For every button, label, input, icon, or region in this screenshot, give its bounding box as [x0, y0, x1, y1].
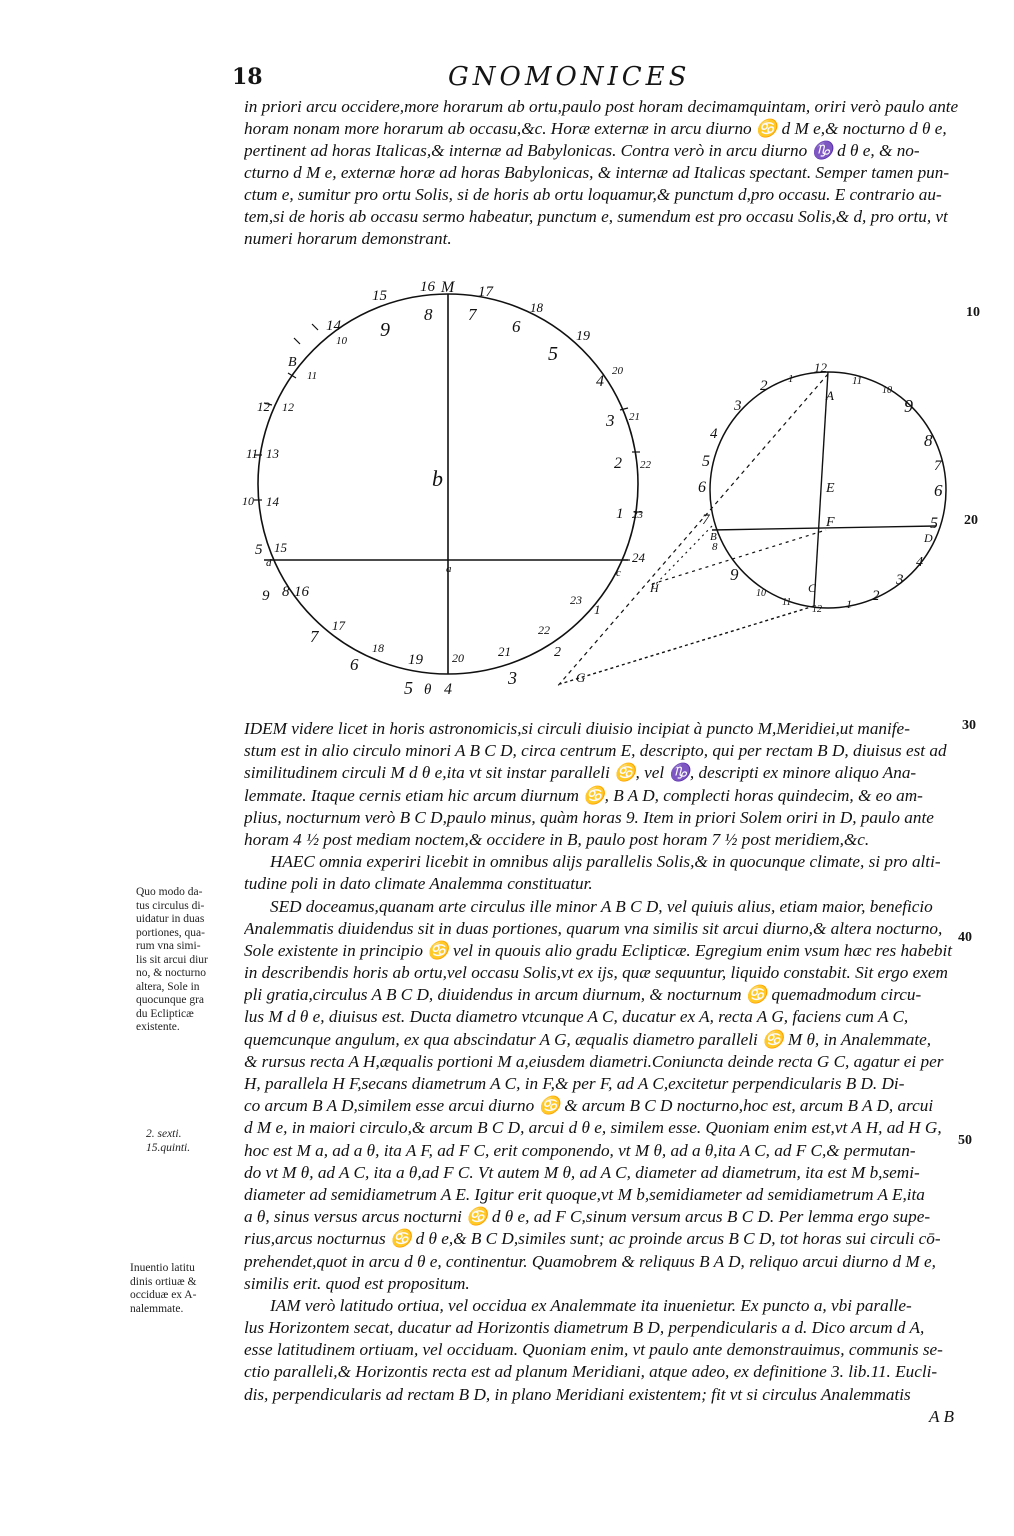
fig-label: C — [808, 581, 817, 595]
text-line: in describendis horis ab ortu,vel occasu Solis,vt ex ijs, quæ sequuntur, liquido constabit. Sit ergo exem — [244, 963, 948, 983]
note-line: existente. — [136, 1021, 180, 1033]
fig-label: 4 — [444, 681, 452, 698]
note-line: quocunque gra — [136, 994, 205, 1006]
margin-note-3 — [130, 1262, 196, 1316]
fig-label: B — [288, 355, 297, 370]
fig-label: d — [266, 557, 272, 569]
fig-label: 11 — [852, 375, 863, 387]
text-line: a θ, sinus versus arcus nocturni ♋ d θ e, ad F C,sinum versum arcus B C D. Per lemma ergo supe- — [244, 1207, 931, 1227]
text-line: IAM verò latitudo ortiua, vel occidua ex Analemmate ita inuenietur. Ex puncto a, vbi paralle- — [270, 1295, 912, 1315]
fig-label: 2 — [614, 455, 622, 472]
fig-label: 11 — [246, 446, 259, 461]
fig-label: 5 — [548, 343, 558, 365]
fig-label: 7 — [702, 512, 710, 528]
fig-label: 6 — [350, 655, 359, 674]
fig-label: G — [576, 670, 586, 685]
fig-label: 24 — [632, 550, 645, 565]
line-hf — [652, 530, 826, 584]
fig-label: 8 — [282, 584, 290, 600]
note-line: no, & nocturno — [136, 967, 206, 979]
fig-label: 15 — [372, 288, 387, 304]
note-line: portiones, qua- — [136, 926, 205, 939]
text-line: stum est in alio circulo minori A B C D, circa centrum E, descripto, qui per rectam B D, diuisus est ad — [244, 741, 947, 761]
fig-label: 10 — [882, 385, 892, 396]
fig-label: a — [446, 563, 452, 575]
text-line: lus Horizontem secat, ducatur ad Horizontis diametrum B D, perpendicularis a d. Dico arcum d A, — [244, 1318, 925, 1338]
fig-label: 6 — [934, 481, 943, 500]
catchword: A B — [929, 1406, 954, 1426]
margin-note-1 — [136, 886, 208, 1035]
fig-label: 2 — [872, 588, 880, 604]
fig-label: E — [826, 481, 835, 496]
text-line: ctum e, sumitur pro ortu Solis, si de horis ab ortu loquamur,& punctum d,pro occasu. E contrario au- — [244, 185, 942, 204]
text-line: quemcunque angulum, ex qua abscindatur A G, æqualis diametro paralleli ♋ M θ, in Analemmate, — [244, 1029, 932, 1049]
note-line: tus circulus di- — [136, 899, 205, 912]
fig-label: 18 — [530, 300, 543, 315]
text-line: lemmate. Itaque cernis etiam hic arcum diurnum ♋, B A D, complecti horas quindecim, & eo am- — [244, 785, 923, 805]
fig-label: M — [441, 279, 455, 296]
line-bh — [652, 526, 712, 588]
fig-label: 12 — [814, 360, 827, 375]
fig-label: F — [826, 515, 835, 530]
fig-label: 1 — [594, 602, 601, 617]
fig-label: 9 — [904, 396, 913, 416]
note-line: du Eclipticæ — [136, 1007, 194, 1020]
fig-label: 8 — [424, 305, 433, 324]
fig-label: 13 — [266, 446, 279, 461]
fig-label: 1 — [616, 506, 624, 522]
note-line: Inuentio latitu — [130, 1262, 195, 1274]
note-line: Quo modo da- — [136, 886, 203, 898]
text-line: H, parallela H F,secans diametrum A C, in F,& per F, ad A C,excitetur perpendicularis B D. Di- — [244, 1074, 905, 1093]
text-line: lus M d θ e, diuisus est. Ducta diametro vtcunque A C, ducatur ex A, recta A G, faciens cum A C, — [244, 1007, 909, 1027]
note-line: dinis ortiuæ & — [130, 1275, 197, 1288]
text-line: dis, perpendicularis ad rectam B D, in plano Meridiani existentem; fit vt si circulus Analemmatis — [244, 1384, 911, 1404]
fig-label: 10 — [336, 335, 347, 347]
fig-label: c — [616, 567, 621, 579]
fig-label: 10 — [756, 588, 766, 599]
line-number: 40 — [958, 930, 972, 945]
running-title: GNOMONICES — [448, 62, 691, 92]
line-number: 10 — [966, 305, 980, 320]
text-line: prehendet,quot in arcu d θ e, continentur. Quamobrem & reliquus B A D, reliquo arcui diurno d M e, — [244, 1251, 936, 1271]
text-line: diameter ad semidiametrum A E. Igitur erit quoque,vt M b,semidiameter ad semidiametrum A E,ita — [244, 1184, 925, 1204]
text-line: similis erit. quod est propositum. — [244, 1273, 470, 1293]
text-line: ctio paralleli,& Horizontis recta est ad planum Meridiani, atque adeo, ex definitione 3. lib.11. Eucli- — [244, 1362, 938, 1382]
note-line: nalemmate. — [130, 1302, 184, 1315]
fig-label: 7 — [934, 458, 942, 474]
line-number: 20 — [964, 513, 978, 528]
margin-note-2 — [146, 1128, 190, 1155]
fig-label: 17 — [478, 284, 493, 300]
line-gc — [560, 606, 814, 684]
fig-label: 22 — [640, 459, 651, 471]
text-line: pli gratia,circulus A B C D, diuidendus in arcum diurnum, & nocturnum ♋ quemadmodum circu- — [244, 985, 922, 1005]
text-line: pertinent ad horas Italicas,& internæ ad Babylonicas. Contra verò in arcu diurno ♑ d θ e, & no- — [244, 141, 920, 160]
fig-label: 21 — [498, 644, 511, 659]
text-line: HAEC omnia experiri licebit in omnibus alijs parallelis Solis,& in quocunque climate, si pro alti- — [270, 852, 941, 872]
fig-label: 12 — [257, 399, 270, 414]
fig-label: 12 — [282, 400, 294, 414]
note-line: altera, Sole in — [136, 980, 200, 993]
fig-label: 12 — [812, 604, 822, 615]
fig-label: 1 — [788, 373, 794, 385]
fig-label: 9 — [262, 588, 270, 604]
text-line: Sole existente in principio ♋ vel in quouis alio gradu Eclipticæ. Egregium enim vsum hæc res habebit — [244, 940, 952, 960]
fig-label: 17 — [332, 618, 345, 633]
line-ag — [556, 374, 828, 688]
analemma-diagram — [0, 0, 1014, 720]
fig-label: 5 — [930, 515, 938, 532]
fig-label: 23 — [570, 593, 582, 607]
fig-label: 11 — [782, 597, 792, 608]
text-line: co arcum B A D,similem esse arcui diurno ♋ & arcum B C D nocturno,hoc est, arcum B A D, arcui — [244, 1096, 934, 1116]
text-line: rius,arcus nocturnus ♋ d θ e,& B C D,similes sunt; ac proinde arcus B C D, tot horas sui circuli cō- — [244, 1229, 941, 1249]
fig-label: b — [432, 466, 443, 491]
fig-label: 6 — [512, 317, 521, 336]
fig-label: 15 — [274, 540, 287, 555]
fig-label: 2 — [760, 378, 768, 394]
fig-label: 9 — [730, 565, 739, 584]
text-line: similitudinem circuli M d θ e,ita vt sit instar paralleli ♋, vel ♑, descripti ex minore aliquo Ana- — [244, 763, 917, 783]
text-line: IDEM videre licet in horis astronomicis,si circuli diuisio incipiat à puncto M,Meridiei,ut manife- — [244, 719, 910, 738]
fig-label: 3 — [606, 411, 615, 430]
note-line: uidatur in duas — [136, 913, 205, 925]
fig-label: 19 — [408, 652, 423, 668]
fig-label: 14 — [266, 494, 279, 509]
fig-label: 3 — [896, 572, 904, 588]
fig-label: 19 — [576, 329, 590, 344]
page-number: 18 — [232, 64, 263, 90]
fig-label: 7 — [468, 305, 477, 324]
fig-label: 3 — [734, 398, 742, 414]
note-line: 2. sexti. — [146, 1128, 182, 1140]
fig-label: 10 — [242, 494, 254, 508]
fig-label: 16 — [420, 279, 435, 295]
text-line: tudine poli in dato climate Analemma constituatur. — [244, 874, 593, 894]
text-line: & rursus recta A H,æqualis portioni M a,eiusdem diametri.Coniuncta deinde recta G C, agatur ei per — [244, 1051, 944, 1071]
fig-label: 5 — [255, 542, 263, 558]
fig-label: 20 — [452, 651, 464, 665]
text-line: do vt M θ, ad A C, ita a θ,ad F C. Vt autem M θ, ad A C, diameter ad diametrum, ita est M b,semi- — [244, 1162, 920, 1182]
note-line: lis sit arcui diur — [136, 953, 208, 966]
perpendicular-bd — [712, 526, 936, 530]
text-line: hoc est M a, ad a θ, ita A F, ad F C, erit componendo, vt M θ, ad a θ,ita A C, ad F C,& permutan- — [244, 1140, 916, 1160]
fig-label: 4 — [710, 426, 718, 442]
fig-label: 22 — [538, 623, 550, 637]
fig-label: 23 — [632, 509, 643, 521]
text-line: horam 4 ½ post mediam noctem,& occidere in B, paulo post horam 7 ½ post meridiem,&c. — [244, 829, 870, 849]
text-line: horam nonam more horarum ab occasu,&c. Horæ externæ in arcu diurno ♋ d M e,& nocturno d θ e, — [244, 119, 947, 138]
fig-label: 21 — [629, 411, 640, 423]
note-line: 15.quinti. — [146, 1141, 191, 1154]
fig-label: θ — [424, 682, 432, 698]
fig-label: B — [710, 531, 717, 543]
fig-label: D — [924, 531, 933, 545]
fig-label: 4 — [596, 373, 604, 390]
line-number: 50 — [958, 1133, 972, 1148]
fig-label: 7 — [310, 627, 319, 646]
fig-label: 8 — [712, 541, 718, 553]
fig-label: 18 — [372, 641, 384, 655]
fig-label: 14 — [326, 318, 341, 334]
fig-label: 5 — [404, 678, 413, 698]
text-line: plius, nocturnum verò B C D,paulo minus, quàm horas 9. Item in priori Solem oriri in D, paulo ante — [244, 807, 934, 827]
text-line: Analemmatis diuidendus sit in duas portiones, quarum vna similis sit arcui diurno,& altera nocturno, — [244, 918, 943, 938]
text-line: SED doceamus,quanam arte circulus ille minor A B C D, vel quiuis alius, etiam maior, beneficio — [270, 896, 933, 916]
fig-label: 6 — [698, 479, 706, 496]
fig-label: 8 — [924, 431, 933, 450]
fig-label: 11 — [307, 370, 318, 382]
line-number: 30 — [962, 718, 976, 733]
text-line: tem,si de horis ab occasu sermo habeatur, punctum e, sumendum est pro occasu Solis,& d, pro ortu, vt — [244, 207, 948, 226]
note-line: occiduæ ex A- — [130, 1289, 197, 1301]
fig-label: 5 — [702, 453, 710, 470]
text-line: numeri horarum demonstrant. — [244, 229, 452, 248]
fig-label: 3 — [508, 668, 517, 688]
text-line: d M e, in maiori circulo,& arcum B C D, arcui d θ e, similem esse. Quoniam enim est,vt A H, ad H G, — [244, 1118, 942, 1138]
fig-label: 20 — [612, 365, 623, 377]
fig-label: 2 — [554, 645, 561, 660]
text-line: esse latitudinem ortiuam, vel occiduam. Quoniam enim, vt paulo ante demonstrauimus, communis se- — [244, 1340, 943, 1360]
fig-label: 4 — [916, 555, 923, 570]
fig-label: H — [650, 581, 659, 595]
lower-text — [244, 718, 960, 1428]
note-line: rum vna simi- — [136, 940, 201, 952]
fig-label: 16 — [294, 584, 309, 600]
text-line: cturno d M e, externæ horæ ad horas Babylonicas, & internæ ad Italicas spectant. Semper tamen pun- — [244, 163, 950, 182]
fig-label: 1 — [846, 597, 852, 611]
fig-label: 9 — [380, 319, 390, 341]
text-line: in priori arcu occidere,more horarum ab ortu,paulo post horam decimamquintam, oriri verò paulo ante — [244, 97, 959, 116]
fig-label: A — [826, 388, 834, 403]
